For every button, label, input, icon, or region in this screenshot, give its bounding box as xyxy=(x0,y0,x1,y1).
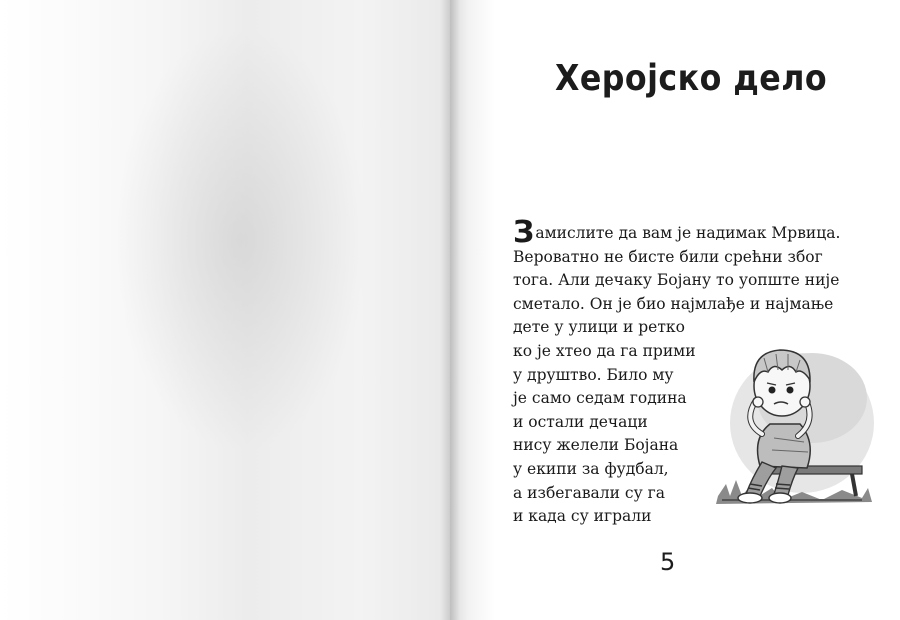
body-line: нису желели Бојана xyxy=(513,436,679,455)
first-line-text: амислите да вам је надимак Мрвица. xyxy=(535,224,841,242)
body-line: а избегавали су га xyxy=(513,483,665,502)
body-line: и остали дечаци xyxy=(513,412,648,431)
body-line: у друштво. Било му xyxy=(513,365,674,384)
body-line: Вероватно не бисте били срећни због xyxy=(513,247,823,266)
body-line: тога. Али дечаку Бојану то уопште није xyxy=(513,271,840,290)
body-line: дете у улици и ретко xyxy=(513,318,685,337)
body-line: ко је хтео да га прими xyxy=(513,341,696,360)
page-number: 5 xyxy=(660,548,676,576)
body-line-1 xyxy=(513,215,853,250)
body-line: и када су играли xyxy=(513,507,652,526)
drop-cap: З xyxy=(513,215,535,250)
body-line: у екипи за фудбал, xyxy=(513,459,669,478)
book-gutter xyxy=(440,0,460,620)
body-line: је само седам година xyxy=(513,389,687,408)
chapter-title: Херојско дело xyxy=(555,58,828,99)
body-line: сметало. Он је био најмлађе и најмање xyxy=(513,294,834,313)
sad-boy-on-bench-illustration xyxy=(712,338,874,510)
